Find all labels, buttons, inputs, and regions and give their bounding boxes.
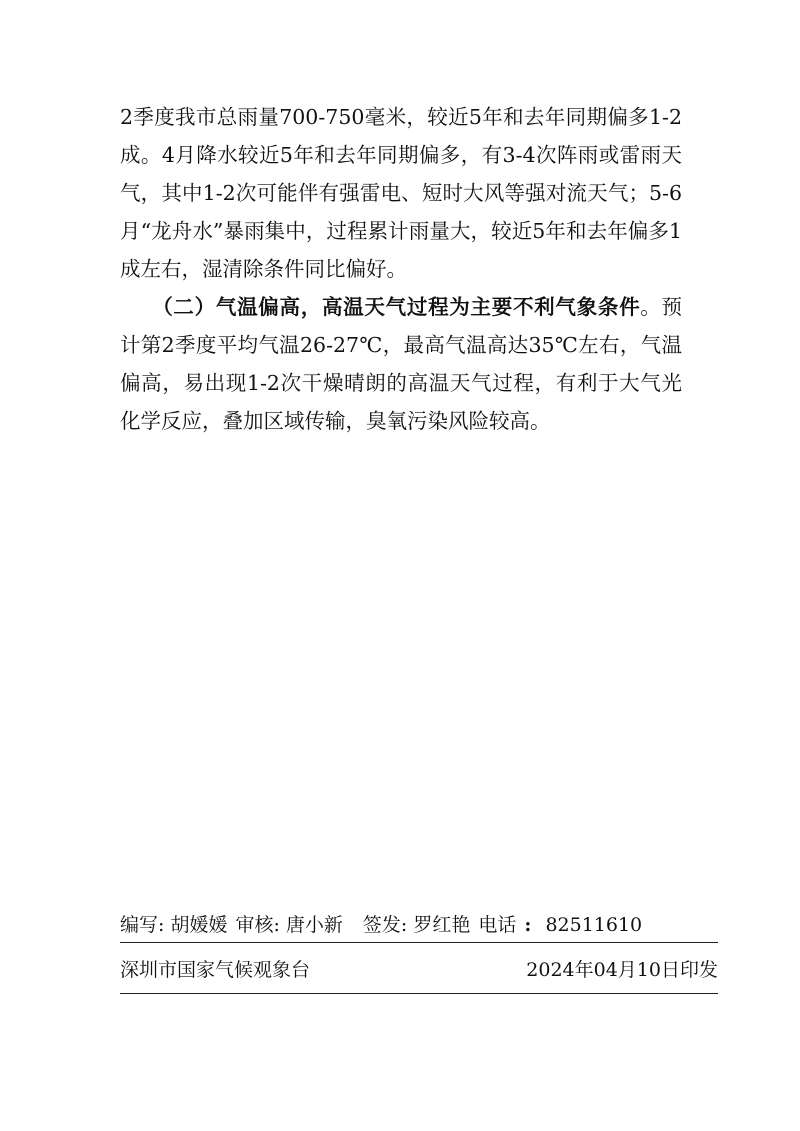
section-heading-temperature: （二）气温偏高，高温天气过程为主要不利气象条件 (162, 295, 641, 319)
paragraph-temperature (120, 288, 682, 440)
editor-label: 编写: 胡媛媛 (120, 913, 228, 936)
phone-separator: : (524, 913, 532, 936)
issue-date: 2024年04月10日印发 (526, 958, 718, 981)
reviewer-label: 审核: 唐小新 (235, 913, 343, 936)
paragraph-rainfall: 2季度我市总雨量700-750毫米，较近5年和去年同期偏多1-2成。4月降水较近5年和去年同期偏多，有3-4次阵雨或雷雨天气，其中1-2次可能伴有强雷电、短时大风等强对流天气；5-6月“龙舟水”暴雨集中，过程累计雨量大，较近5年和去年偏多1成左右，湿清除条件同比偏好。 (120, 105, 682, 281)
phone-label-text: 电话 (478, 913, 517, 936)
footer-divider-top (120, 942, 718, 943)
footer-org-row (120, 950, 718, 986)
body-text (120, 98, 682, 440)
organization-name: 深圳市国家气候观象台 (120, 958, 311, 981)
footer-signoff-row (120, 906, 718, 940)
phone-label (478, 910, 650, 937)
phone-number: 82511610 (545, 913, 643, 936)
paragraph-temperature-text: 。预计第2季度平均气温26-27℃，最高气温高达35℃左右，气温偏高，易出现1-2次干燥晴朗的高温天气过程，有利于大气光化学反应，叠加区域传输，臭氧污染风险较高。 (120, 295, 683, 433)
footer-divider-bottom (120, 993, 718, 994)
issuer-label: 签发: 罗红艳 (362, 913, 471, 936)
